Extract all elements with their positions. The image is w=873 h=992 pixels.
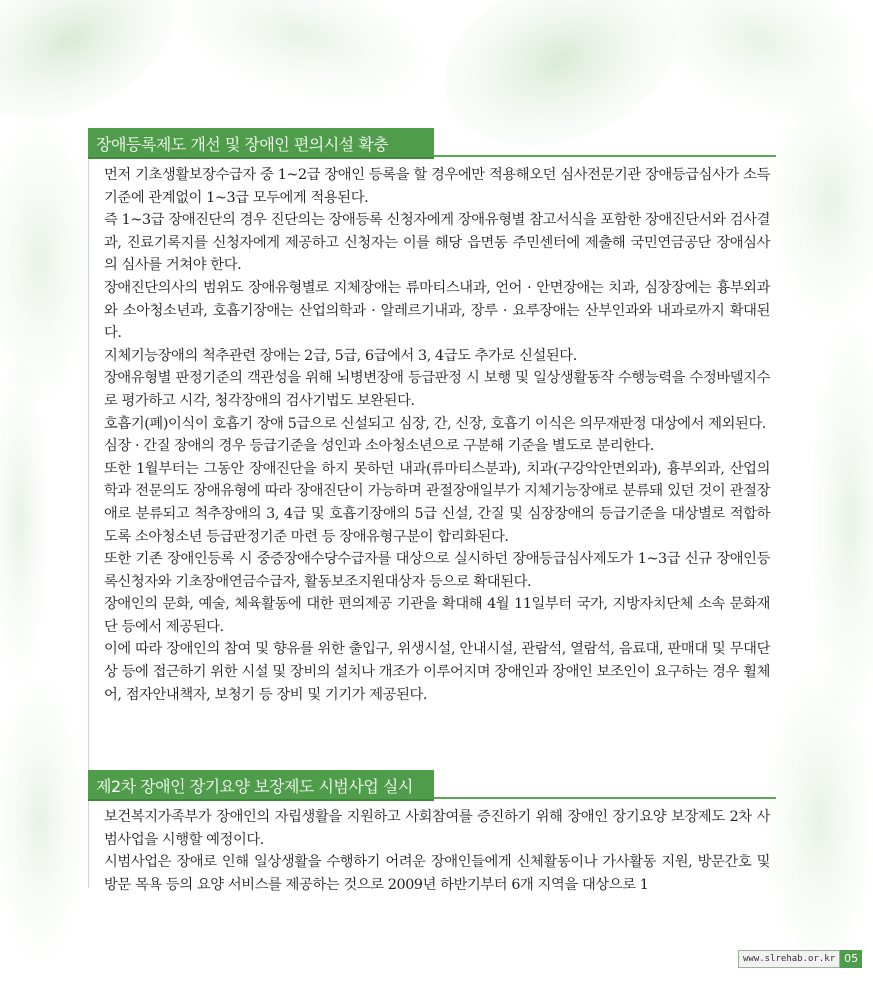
footer-url: www.slrehab.or.kr: [738, 950, 840, 968]
paragraph: 시범사업은 장애로 인해 일상생활을 수행하기 어려운 장애인들에게 신체활동이나 가사활동 지원, 방문간호 및 방문 목욕 등의 요양 서비스를 제공하는 것으로 2009년 하반기부터 6개 지역을 대상으로 1: [104, 854, 770, 893]
paragraph: 또한 기존 장애인등록 시 중증장애수당수급자를 대상으로 실시하던 장애등급심사제도가 1~3급 신규 장애인등록신청자와 기초장애연금수급자, 활동보조지원대상자 등으로 확대된다.: [104, 551, 770, 590]
paragraph: 즉 1~3급 장애진단의 경우 진단의는 장애등록 신청자에게 장애유형별 참고서식을 포함한 장애진단서와 검사결과, 진료기록지를 신청자에게 제공하고 신청자는 이를 해당 읍면동 주민센터에 제출해 국민연금공단 장애심사의 심사를 거쳐야 한다.: [104, 212, 770, 274]
paragraph: 장애진단의사의 범위도 장애유형별로 지체장애는 류마티스내과, 언어 · 안면장애는 치과, 심장장에는 흉부외과와 소아청소년과, 호흡기장애는 산업의학과 · 알레르기내과, 장루 · 요루장애는 산부인과와 내과로까지 확대된다.: [104, 279, 770, 342]
footer-badge: [738, 950, 862, 968]
section-header: [88, 128, 434, 159]
page-number: 05: [840, 950, 862, 968]
paragraph: 호흡기(폐)이식이 호흡기 장애 5급으로 신설되고 심장, 간, 신장, 호흡기 이식은 의무재판정 대상에서 제외된다.: [104, 415, 767, 432]
section-divider: [434, 155, 776, 157]
paragraph: 지체기능장애의 척추관련 장애는 2급, 5급, 6급에서 3, 4급도 추가로 신설된다.: [104, 347, 577, 364]
section-body: [104, 164, 770, 706]
section-divider: [434, 797, 776, 799]
paragraph: 이에 따라 장애인의 참여 및 향유를 위한 출입구, 위생시설, 안내시설, 관람석, 열람석, 음료대, 판매대 및 무대단상 등에 접근하기 위한 시설 및 장비의 설치나 개조가 이루어지며 장애인과 장애인 보조인이 요구하는 경우 휠체어, 점자안내책자, 보청기 등 장비 및 기기가 제공된다.: [104, 641, 770, 703]
section-title: 장애등록제도 개선 및 장애인 편의시설 확충: [96, 135, 389, 154]
section-title: 제2차 장애인 장기요양 보장제도 시범사업 실시: [96, 777, 413, 796]
section-body: [104, 806, 770, 896]
paragraph: 심장 · 간질 장애의 경우 등급기준을 성인과 소아청소년으로 구분해 기준을 별도로 분리한다.: [104, 438, 655, 455]
paragraph: 보건복지가족부가 장애인의 자립생활을 지원하고 사회참여를 증진하기 위해 장애인 장기요양 보장제도 2차 사범사업을 시행할 예정이다.: [104, 809, 770, 848]
paragraph: 장애유형별 판정기준의 객관성을 위해 뇌병변장애 등급판정 시 보행 및 일상생활동작 수행능력을 수정바델지수로 평가하고 시각, 청각장애의 검사기법도 보완된다.: [104, 370, 770, 409]
section-header: [88, 770, 434, 801]
paragraph: 먼저 기초생활보장수급자 중 1~2급 장애인 등록을 할 경우에만 적용해오던 심사전문기관 장애등급심사가 소득기준에 관계없이 1~3급 모두에게 적용된다.: [104, 167, 770, 206]
paragraph: 장애인의 문화, 예술, 체육활동에 대한 편의제공 기관을 확대해 4월 11일부터 국가, 지방자치단체 소속 문화재단 등에서 제공된다.: [104, 596, 770, 635]
paragraph: 또한 1월부터는 그동안 장애진단을 하지 못하던 내과(류마티스분과), 치과(구강악안면외과), 흉부외과, 산업의학과 전문의도 장애유형에 따라 장애진단이 가능하며 관절장애일부가 지체기능장애로 분류돼 있던 것이 관절장애로 분류되고 척추장애의 3, 4급 및 호흡기장애의 5급 신설, 간질 및 심장장애의 등급기준을 대상별로 적합하도록 소아청소년 등급판정기준 마련 등 장애유형구분이 합리화된다.: [104, 460, 770, 545]
